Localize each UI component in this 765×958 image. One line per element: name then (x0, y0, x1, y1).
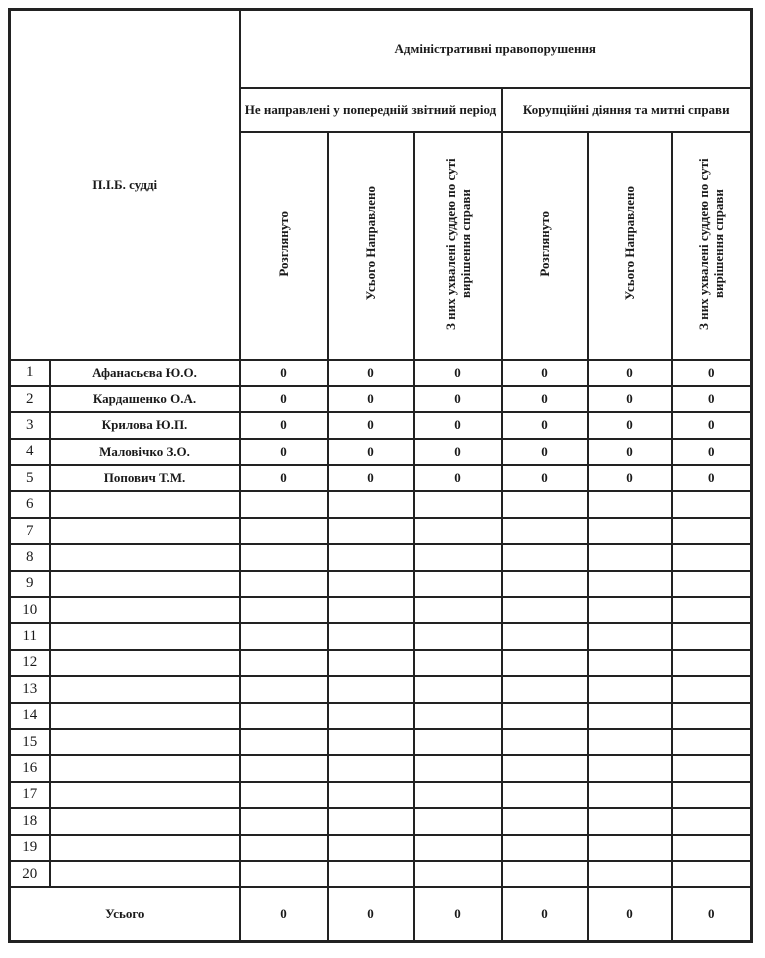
cell-value (588, 650, 672, 676)
row-number: 6 (10, 491, 50, 517)
cell-value (672, 861, 752, 887)
cell-value: 0 (328, 386, 414, 412)
row-number: 16 (10, 755, 50, 781)
cell-value (414, 491, 502, 517)
column-header-label: Усього Направлено (622, 186, 637, 301)
judge-name (50, 491, 240, 517)
judge-name (50, 861, 240, 887)
cell-value (588, 571, 672, 597)
cell-value (502, 650, 588, 676)
judge-name: Крилова Ю.П. (50, 412, 240, 438)
judge-name (50, 729, 240, 755)
cell-value (672, 544, 752, 570)
cell-value (672, 597, 752, 623)
cell-value: 0 (672, 412, 752, 438)
table-row (10, 808, 752, 834)
column-header (588, 132, 672, 360)
cell-value (502, 571, 588, 597)
cell-value (672, 623, 752, 649)
table-row (10, 439, 752, 465)
row-number: 13 (10, 676, 50, 702)
judge-name (50, 623, 240, 649)
cell-value: 0 (588, 412, 672, 438)
judge-name: Маловічко З.О. (50, 439, 240, 465)
cell-value (414, 650, 502, 676)
cell-value: 0 (588, 386, 672, 412)
cell-value (502, 518, 588, 544)
table-row (10, 650, 752, 676)
cell-value: 0 (588, 465, 672, 491)
total-value: 0 (588, 887, 672, 942)
cell-value (502, 782, 588, 808)
cell-value: 0 (414, 465, 502, 491)
row-number: 1 (10, 360, 50, 386)
subgroup-header-not-sent: Не направлені у попередній звітний період (240, 88, 502, 132)
cell-value (588, 782, 672, 808)
cell-value (328, 597, 414, 623)
cell-value: 0 (240, 465, 328, 491)
cell-value (240, 782, 328, 808)
cell-value (240, 676, 328, 702)
cell-value (328, 835, 414, 861)
column-header-label: З них ухвалені суддею по суті вирішення справи (696, 157, 727, 330)
cell-value (672, 676, 752, 702)
row-number: 8 (10, 544, 50, 570)
column-header (414, 132, 502, 360)
cell-value: 0 (240, 360, 328, 386)
table-row (10, 729, 752, 755)
cell-value: 0 (588, 439, 672, 465)
table-row (10, 386, 752, 412)
cell-value: 0 (240, 386, 328, 412)
column-header-label: Розглянуто (537, 210, 552, 277)
judge-name: Афанасьєва Ю.О. (50, 360, 240, 386)
cell-value (240, 544, 328, 570)
cell-value (588, 544, 672, 570)
cell-value: 0 (328, 439, 414, 465)
cell-value: 0 (502, 360, 588, 386)
cell-value (588, 861, 672, 887)
cell-value (414, 729, 502, 755)
cell-value (672, 571, 752, 597)
cell-value (502, 597, 588, 623)
cell-value (328, 782, 414, 808)
column-header (240, 132, 328, 360)
cell-value (414, 571, 502, 597)
cell-value: 0 (672, 439, 752, 465)
cell-value (414, 861, 502, 887)
column-header (672, 132, 752, 360)
cell-value (328, 544, 414, 570)
column-header (328, 132, 414, 360)
cell-value (588, 703, 672, 729)
table-row (10, 360, 752, 386)
table-row (10, 861, 752, 887)
cell-value (414, 597, 502, 623)
judge-name (50, 571, 240, 597)
cell-value: 0 (414, 412, 502, 438)
judge-name (50, 676, 240, 702)
cell-value (588, 597, 672, 623)
row-number: 15 (10, 729, 50, 755)
cell-value: 0 (502, 386, 588, 412)
cell-value (502, 729, 588, 755)
judges-admin-offenses-table (8, 8, 753, 943)
cell-value (328, 755, 414, 781)
total-value: 0 (414, 887, 502, 942)
cell-value (588, 518, 672, 544)
cell-value (672, 835, 752, 861)
row-number: 10 (10, 597, 50, 623)
row-number: 2 (10, 386, 50, 412)
row-number: 19 (10, 835, 50, 861)
judge-name (50, 835, 240, 861)
row-number: 3 (10, 412, 50, 438)
total-value: 0 (328, 887, 414, 942)
judge-name-header: П.І.Б. судді (10, 10, 240, 360)
cell-value (588, 623, 672, 649)
cell-value: 0 (414, 386, 502, 412)
cell-value (240, 491, 328, 517)
cell-value: 0 (502, 412, 588, 438)
cell-value (240, 623, 328, 649)
cell-value (240, 755, 328, 781)
cell-value (502, 808, 588, 834)
table-row (10, 571, 752, 597)
cell-value (414, 835, 502, 861)
cell-value: 0 (502, 465, 588, 491)
cell-value (414, 703, 502, 729)
cell-value (240, 571, 328, 597)
cell-value (328, 703, 414, 729)
cell-value (328, 518, 414, 544)
cell-value (328, 729, 414, 755)
cell-value (502, 544, 588, 570)
total-row (10, 887, 752, 942)
row-number: 14 (10, 703, 50, 729)
cell-value (414, 755, 502, 781)
cell-value (240, 703, 328, 729)
cell-value (502, 835, 588, 861)
row-number: 20 (10, 861, 50, 887)
cell-value (588, 755, 672, 781)
table-row (10, 412, 752, 438)
cell-value (328, 571, 414, 597)
cell-value: 0 (502, 439, 588, 465)
table-row (10, 703, 752, 729)
column-header (502, 132, 588, 360)
cell-value (502, 623, 588, 649)
judge-name (50, 597, 240, 623)
cell-value (240, 861, 328, 887)
column-header-label: Розглянуто (276, 210, 291, 277)
cell-value (672, 491, 752, 517)
cell-value (240, 729, 328, 755)
row-number: 11 (10, 623, 50, 649)
cell-value (588, 835, 672, 861)
table-row (10, 623, 752, 649)
judge-name (50, 782, 240, 808)
cell-value (328, 491, 414, 517)
cell-value (414, 808, 502, 834)
cell-value: 0 (240, 439, 328, 465)
cell-value (588, 808, 672, 834)
cell-value (672, 650, 752, 676)
total-value: 0 (502, 887, 588, 942)
cell-value (414, 623, 502, 649)
cell-value: 0 (328, 465, 414, 491)
cell-value: 0 (414, 439, 502, 465)
judge-name (50, 518, 240, 544)
cell-value (502, 703, 588, 729)
cell-value: 0 (588, 360, 672, 386)
cell-value (502, 491, 588, 517)
row-number: 12 (10, 650, 50, 676)
cell-value (240, 650, 328, 676)
judge-name (50, 703, 240, 729)
column-header-label: З них ухвалені суддею по суті вирішення справи (442, 157, 473, 330)
judge-name (50, 650, 240, 676)
cell-value (672, 755, 752, 781)
row-number: 5 (10, 465, 50, 491)
cell-value: 0 (672, 360, 752, 386)
cell-value (672, 518, 752, 544)
cell-value (502, 861, 588, 887)
row-number: 7 (10, 518, 50, 544)
cell-value (240, 518, 328, 544)
table-row (10, 835, 752, 861)
judge-name: Попович Т.М. (50, 465, 240, 491)
table-row (10, 465, 752, 491)
cell-value (672, 703, 752, 729)
cell-value (328, 808, 414, 834)
table-row (10, 597, 752, 623)
row-number: 9 (10, 571, 50, 597)
cell-value (672, 782, 752, 808)
table-row (10, 544, 752, 570)
cell-value: 0 (672, 386, 752, 412)
cell-value (240, 597, 328, 623)
cell-value: 0 (672, 465, 752, 491)
cell-value (414, 544, 502, 570)
cell-value (328, 676, 414, 702)
row-number: 4 (10, 439, 50, 465)
cell-value (414, 782, 502, 808)
column-header-label: Усього Направлено (363, 186, 378, 301)
cell-value: 0 (328, 412, 414, 438)
cell-value (328, 861, 414, 887)
judge-name (50, 808, 240, 834)
cell-value (588, 491, 672, 517)
main-group-header: Адміністративні правопорушення (240, 10, 752, 88)
cell-value (328, 650, 414, 676)
cell-value (672, 808, 752, 834)
judge-name (50, 755, 240, 781)
table-row (10, 755, 752, 781)
cell-value (502, 676, 588, 702)
cell-value (502, 755, 588, 781)
cell-value: 0 (328, 360, 414, 386)
cell-value (240, 835, 328, 861)
table-row (10, 676, 752, 702)
subgroup-header-corruption: Корупційні діяння та митні справи (502, 88, 752, 132)
cell-value: 0 (414, 360, 502, 386)
total-value: 0 (240, 887, 328, 942)
cell-value (414, 518, 502, 544)
row-number: 18 (10, 808, 50, 834)
cell-value: 0 (240, 412, 328, 438)
table-row (10, 782, 752, 808)
cell-value (414, 676, 502, 702)
table-row (10, 518, 752, 544)
judge-name: Кардашенко О.А. (50, 386, 240, 412)
total-value: 0 (672, 887, 752, 942)
total-label: Усього (10, 887, 240, 942)
table-row (10, 491, 752, 517)
judge-name (50, 544, 240, 570)
row-number: 17 (10, 782, 50, 808)
cell-value (588, 729, 672, 755)
cell-value (328, 623, 414, 649)
cell-value (588, 676, 672, 702)
cell-value (240, 808, 328, 834)
cell-value (672, 729, 752, 755)
